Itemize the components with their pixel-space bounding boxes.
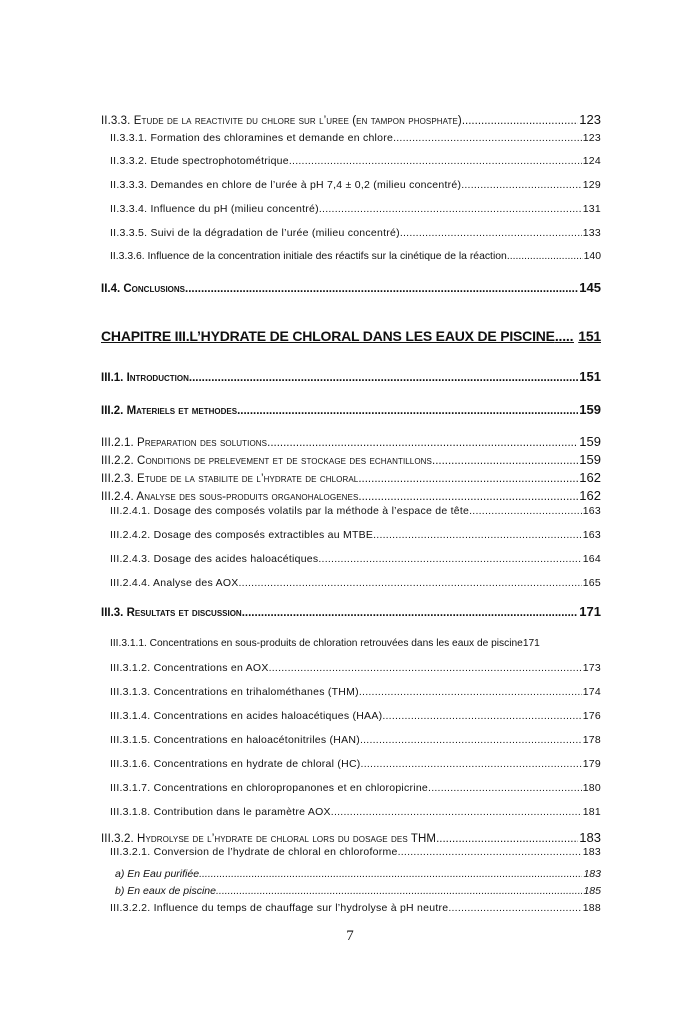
toc-entry-title: III.3.2.2. Influence du temps de chauffage sur l’hydrolyse à pH neutre (110, 902, 449, 914)
toc-entry[interactable] (101, 402, 601, 417)
toc-leader-dots (373, 529, 582, 541)
toc-entry[interactable] (101, 179, 601, 191)
toc-leader-dots (189, 372, 578, 384)
toc-entry-page: 181 (582, 806, 601, 818)
toc-entry-title: III.2.4.3. Dosage des acides haloacétiques (110, 553, 319, 565)
toc-entry[interactable] (101, 868, 601, 880)
toc-entry-page: 159 (579, 434, 601, 449)
toc-entry-title: II.3.3.2. Etude spectrophotométrique (110, 155, 289, 167)
toc-chapter-entry[interactable] (101, 328, 601, 344)
toc-entry[interactable] (101, 488, 601, 503)
toc-entry-page: 171 (579, 604, 601, 619)
toc-entry-page: 163 (582, 505, 601, 517)
toc-entry-page: 171 (522, 638, 540, 649)
toc-entry-title: III.2.4.2. Dosage des composés extractibles au MTBE (110, 529, 374, 541)
toc-entry-page: 174 (582, 686, 601, 698)
toc-entry[interactable] (101, 132, 601, 144)
toc-entry-page: 185 (583, 885, 601, 897)
toc-entry-title: II.3.3. Etude de la reactivite du chlore sur l’uree (en tampon phosphate) (101, 115, 462, 127)
toc-entry-page: 131 (582, 203, 601, 215)
toc-entry-page: 162 (579, 470, 601, 485)
toc-entry-page: 173 (582, 662, 601, 674)
toc-entry-page: 163 (582, 529, 601, 541)
page-number: 7 (346, 928, 354, 944)
toc-entry-title: b) En eaux de piscine (115, 885, 216, 897)
toc-entry-title: III.3.1.7. Concentrations en chloropropanones et en chloropicrine. (110, 782, 432, 794)
toc-entry-page: 178 (582, 734, 601, 746)
toc-entry-title: III.3.1.6. Concentrations en hydrate de chloral (HC). (110, 758, 364, 770)
toc-entry-title: II.3.3.6. Influence de la concentration initiale des réactifs sur la cinétique de la réaction (110, 251, 507, 262)
toc-leader-dots (267, 437, 578, 449)
toc-entry-page: 159 (579, 452, 601, 467)
toc-entry-title: III.3.1.5. Concentrations en haloacétonitriles (HAN) (110, 734, 360, 746)
toc-entry-page: 162 (579, 488, 601, 503)
toc-entry-page: 123 (579, 112, 601, 127)
toc-leader-dots (448, 902, 581, 914)
toc-entry-title: II.3.3.3. Demandes en chlore de l’urée à pH 7,4 ± 0,2 (milieu concentré) (110, 179, 462, 191)
toc-entry[interactable] (101, 885, 601, 897)
toc-entry-page: 183 (583, 868, 601, 880)
toc-leader-dots (216, 885, 582, 897)
toc-entry-title: II.3.3.4. Influence du pH (milieu concentré) (110, 203, 319, 215)
toc-leader-dots (364, 758, 582, 770)
toc-entry[interactable] (101, 203, 601, 215)
toc-entry-page: 124 (582, 155, 601, 167)
toc-leader-dots (242, 577, 582, 589)
toc-entry-title: III.3.2.1. Conversion de l’hydrate de chloral en chloroforme. (110, 846, 401, 858)
toc-entry-title: II.3.3.5. Suivi de la dégradation de l’urée (milieu concentré) (110, 227, 400, 239)
toc-leader-dots (469, 505, 582, 517)
toc-entry[interactable] (101, 806, 601, 818)
toc-entry[interactable] (101, 227, 601, 239)
toc-entry-title: III.2.3. Etude de la stabilite de l’hydrate de chloral (101, 473, 359, 485)
toc-entry[interactable] (101, 782, 601, 794)
toc-leader-dots (319, 203, 582, 215)
toc-entry-page: 183 (582, 846, 601, 858)
toc-entry[interactable] (101, 434, 601, 449)
toc-leader-dots (289, 155, 582, 167)
toc-entry-page: 140 (583, 251, 601, 262)
toc-leader-dots (242, 607, 579, 619)
toc-leader-dots (272, 662, 582, 674)
toc-entry[interactable] (101, 638, 609, 649)
toc-entry-page: 165 (582, 577, 601, 589)
toc-entry-title: III.2.1. Preparation des solutions (101, 437, 268, 449)
toc-entry-page: 151 (578, 328, 601, 344)
toc-entry[interactable] (101, 155, 601, 167)
toc-entry-title: III.1. Introduction (101, 372, 189, 384)
toc-leader-dots (382, 710, 581, 722)
toc-entry-page: 180 (582, 782, 601, 794)
toc-leader-dots (185, 283, 578, 295)
toc-entry[interactable] (101, 902, 601, 914)
toc-entry-title: III.3.1.2. Concentrations en AOX. (110, 662, 272, 674)
toc-leader-dots (331, 806, 582, 818)
toc-leader-dots (461, 179, 582, 191)
toc-entry-page: 133 (582, 227, 601, 239)
toc-entry-title: III.3.1.1. Concentrations en sous-produits de chloration retrouvées dans les eaux de piscine (110, 638, 523, 649)
toc-entry-page: 123 (582, 132, 601, 144)
toc-entry[interactable] (101, 505, 601, 517)
toc-entry[interactable] (101, 710, 601, 722)
toc-entry-page: 159 (579, 402, 601, 417)
toc-leader-dots (396, 132, 581, 144)
toc-entry-title: III.2.2. Conditions de prelevement et de stockage des echantillons (101, 455, 432, 467)
toc-leader-dots (400, 227, 582, 239)
toc-entry-page: 151 (579, 369, 601, 384)
toc-entry-title: III.3.1.3. Concentrations en trihalométhanes (THM) (110, 686, 359, 698)
toc-entry-title: III.3.1.4. Concentrations en acides haloacétiques (HAA) (110, 710, 383, 722)
toc-entry-page: 129 (582, 179, 601, 191)
toc-entry[interactable] (101, 280, 601, 295)
toc-leader-dots (555, 328, 574, 344)
toc-entry-page: 179 (582, 758, 601, 770)
toc-entry[interactable] (101, 553, 601, 565)
toc-entry-title: III.3.1.8. Contribution dans le paramètre AOX (110, 806, 331, 818)
toc-entry-page: 183 (579, 830, 601, 845)
toc-leader-dots (237, 405, 578, 417)
toc-entry-title: III.2.4.4. Analyse des AOX. (110, 577, 242, 589)
toc-entry[interactable] (101, 529, 601, 541)
toc-entry-page: 145 (579, 280, 601, 295)
toc-leader-dots (358, 491, 578, 503)
toc-leader-dots (401, 846, 582, 858)
toc-entry-page: 164 (582, 553, 601, 565)
toc-entry[interactable] (101, 830, 601, 845)
toc-entry-title: III.2. Materiels et methodes (101, 405, 238, 417)
toc-entry[interactable] (101, 452, 601, 467)
toc-entry-title: III.2.4.1. Dosage des composés volatils par la méthode à l’espace de tête (110, 505, 470, 517)
toc-entry-title: CHAPITRE III.L’HYDRATE DE CHLORAL DANS LES EAUX DE PISCINE (101, 328, 555, 344)
toc-leader-dots (432, 455, 578, 467)
toc-entry-title: III.3. Resultats et discussion (101, 607, 242, 619)
toc-entry[interactable] (101, 686, 601, 698)
toc-leader-dots (360, 734, 582, 746)
toc-entry[interactable] (101, 369, 601, 384)
toc-entry-title: II.4. Conclusions (101, 283, 186, 295)
toc-leader-dots (431, 782, 582, 794)
toc-entry[interactable] (101, 251, 601, 262)
toc-entry[interactable] (101, 662, 601, 674)
toc-entry[interactable] (101, 734, 601, 746)
toc-entry[interactable] (101, 112, 601, 127)
toc-leader-dots (358, 473, 578, 485)
toc-entry[interactable] (101, 604, 601, 619)
toc-leader-dots (507, 251, 583, 262)
toc-leader-dots (199, 868, 582, 880)
toc-entry-title: a) En Eau purifiée (115, 868, 200, 880)
toc-entry-title: II.3.3.1. Formation des chloramines et demande en chlore. (110, 132, 397, 144)
toc-entry-page: 176 (582, 710, 601, 722)
toc-entry[interactable] (101, 470, 601, 485)
toc-entry[interactable] (101, 758, 601, 770)
toc-leader-dots (359, 686, 582, 698)
toc-leader-dots (318, 553, 581, 565)
toc-entry[interactable] (101, 577, 601, 589)
toc-leader-dots (436, 833, 578, 845)
toc-entry[interactable] (101, 846, 601, 858)
toc-entry-title: III.3.2. Hydrolyse de l’hydrate de chloral lors du dosage des THM (101, 833, 437, 845)
toc-entry-page: 188 (582, 902, 601, 914)
toc-entry-title: III.2.4. Analyse des sous-produits organohalogenes (101, 491, 359, 503)
toc-leader-dots (462, 115, 578, 127)
